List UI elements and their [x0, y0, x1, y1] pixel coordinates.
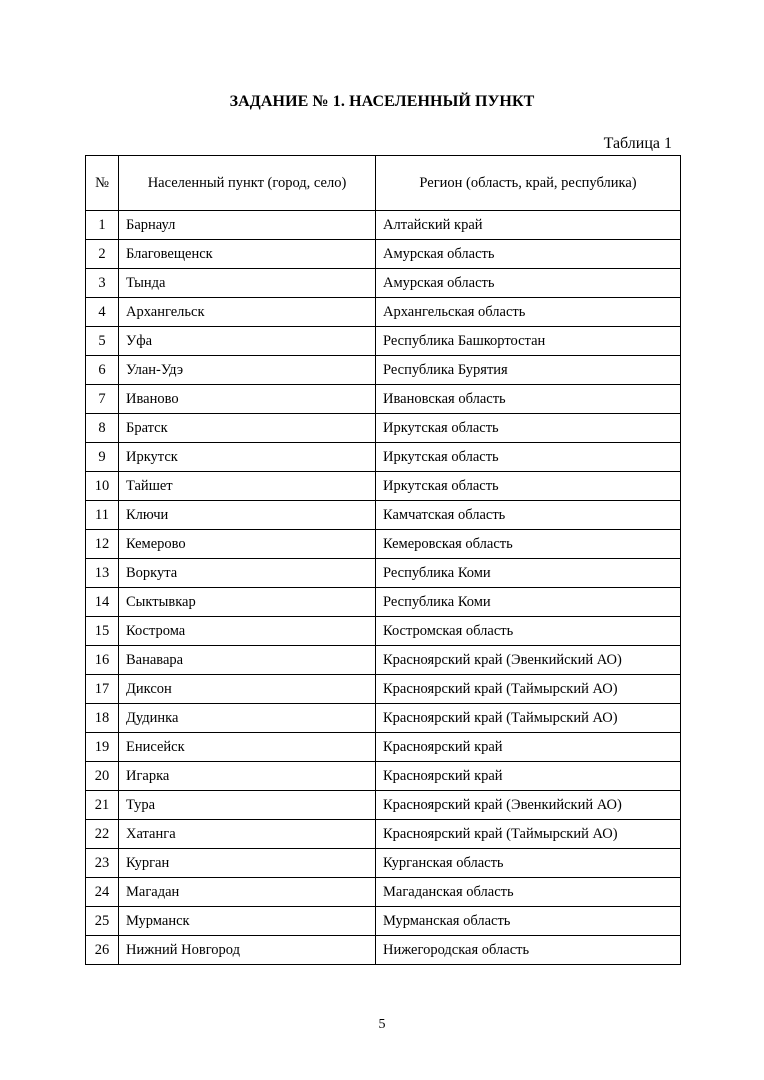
row-region: Иркутская область — [376, 443, 681, 472]
row-number: 6 — [86, 356, 119, 385]
row-number: 3 — [86, 269, 119, 298]
row-number: 17 — [86, 675, 119, 704]
row-number: 15 — [86, 617, 119, 646]
row-settlement: Тура — [119, 791, 376, 820]
row-number: 22 — [86, 820, 119, 849]
row-settlement: Ванавара — [119, 646, 376, 675]
table-row — [86, 733, 681, 762]
row-settlement: Кострома — [119, 617, 376, 646]
row-region: Красноярский край (Таймырский АО) — [376, 675, 681, 704]
table-row — [86, 298, 681, 327]
table-row — [86, 762, 681, 791]
row-number: 16 — [86, 646, 119, 675]
row-region: Курганская область — [376, 849, 681, 878]
row-number: 24 — [86, 878, 119, 907]
table-row — [86, 414, 681, 443]
table-row — [86, 791, 681, 820]
row-region: Мурманская область — [376, 907, 681, 936]
row-region: Красноярский край (Эвенкийский АО) — [376, 646, 681, 675]
table-row — [86, 443, 681, 472]
table-row — [86, 327, 681, 356]
row-number: 11 — [86, 501, 119, 530]
row-number: 20 — [86, 762, 119, 791]
row-number: 1 — [86, 211, 119, 240]
row-settlement: Уфа — [119, 327, 376, 356]
row-settlement: Сыктывкар — [119, 588, 376, 617]
row-settlement: Тында — [119, 269, 376, 298]
row-number: 10 — [86, 472, 119, 501]
row-settlement: Иваново — [119, 385, 376, 414]
row-settlement: Благовещенск — [119, 240, 376, 269]
row-region: Магаданская область — [376, 878, 681, 907]
row-number: 12 — [86, 530, 119, 559]
header-settlement: Населенный пункт (город, село) — [119, 156, 376, 211]
table-row — [86, 936, 681, 965]
row-settlement: Енисейск — [119, 733, 376, 762]
row-settlement: Иркутск — [119, 443, 376, 472]
row-region: Красноярский край — [376, 733, 681, 762]
row-settlement: Барнаул — [119, 211, 376, 240]
row-settlement: Братск — [119, 414, 376, 443]
row-region: Красноярский край (Эвенкийский АО) — [376, 791, 681, 820]
table-row — [86, 849, 681, 878]
row-region: Иркутская область — [376, 472, 681, 501]
table-row — [86, 907, 681, 936]
row-number: 14 — [86, 588, 119, 617]
row-region: Камчатская область — [376, 501, 681, 530]
row-number: 23 — [86, 849, 119, 878]
table-row — [86, 530, 681, 559]
row-number: 13 — [86, 559, 119, 588]
row-number: 4 — [86, 298, 119, 327]
row-region: Республика Бурятия — [376, 356, 681, 385]
row-region: Кемеровская область — [376, 530, 681, 559]
table-header-row — [86, 156, 681, 211]
row-region: Республика Башкортостан — [376, 327, 681, 356]
row-number: 19 — [86, 733, 119, 762]
row-region: Красноярский край — [376, 762, 681, 791]
row-settlement: Диксон — [119, 675, 376, 704]
row-number: 9 — [86, 443, 119, 472]
table-row — [86, 559, 681, 588]
row-settlement: Кемерово — [119, 530, 376, 559]
row-region: Амурская область — [376, 240, 681, 269]
row-number: 18 — [86, 704, 119, 733]
row-settlement: Архангельск — [119, 298, 376, 327]
row-settlement: Улан-Удэ — [119, 356, 376, 385]
table-caption: Таблица 1 — [603, 135, 672, 152]
table-row — [86, 704, 681, 733]
row-number: 8 — [86, 414, 119, 443]
row-settlement: Курган — [119, 849, 376, 878]
row-number: 7 — [86, 385, 119, 414]
row-region: Амурская область — [376, 269, 681, 298]
header-number: № — [86, 156, 119, 211]
table-row — [86, 617, 681, 646]
table-row — [86, 269, 681, 298]
table-row — [86, 501, 681, 530]
row-region: Красноярский край (Таймырский АО) — [376, 820, 681, 849]
settlements-table — [85, 155, 681, 965]
row-region: Республика Коми — [376, 559, 681, 588]
table-row — [86, 472, 681, 501]
row-settlement: Мурманск — [119, 907, 376, 936]
table-row — [86, 675, 681, 704]
row-number: 2 — [86, 240, 119, 269]
row-region: Ивановская область — [376, 385, 681, 414]
row-settlement: Хатанга — [119, 820, 376, 849]
row-settlement: Тайшет — [119, 472, 376, 501]
row-number: 21 — [86, 791, 119, 820]
table-row — [86, 588, 681, 617]
row-region: Красноярский край (Таймырский АО) — [376, 704, 681, 733]
row-region: Алтайский край — [376, 211, 681, 240]
row-region: Костромская область — [376, 617, 681, 646]
row-number: 25 — [86, 907, 119, 936]
row-region: Иркутская область — [376, 414, 681, 443]
table-row — [86, 820, 681, 849]
row-settlement: Нижний Новгород — [119, 936, 376, 965]
table-row — [86, 356, 681, 385]
row-settlement: Магадан — [119, 878, 376, 907]
table-row — [86, 646, 681, 675]
page-number: 5 — [378, 1017, 386, 1032]
table-row — [86, 240, 681, 269]
row-number: 26 — [86, 936, 119, 965]
header-region: Регион (область, край, республика) — [376, 156, 681, 211]
table-row — [86, 211, 681, 240]
row-region: Нижегородская область — [376, 936, 681, 965]
row-number: 5 — [86, 327, 119, 356]
document-title: ЗАДАНИЕ № 1. НАСЕЛЕННЫЙ ПУНКТ — [229, 93, 535, 110]
table-row — [86, 385, 681, 414]
row-region: Республика Коми — [376, 588, 681, 617]
row-settlement: Игарка — [119, 762, 376, 791]
row-settlement: Воркута — [119, 559, 376, 588]
table-body — [86, 211, 681, 965]
table-row — [86, 878, 681, 907]
row-settlement: Ключи — [119, 501, 376, 530]
row-region: Архангельская область — [376, 298, 681, 327]
row-settlement: Дудинка — [119, 704, 376, 733]
